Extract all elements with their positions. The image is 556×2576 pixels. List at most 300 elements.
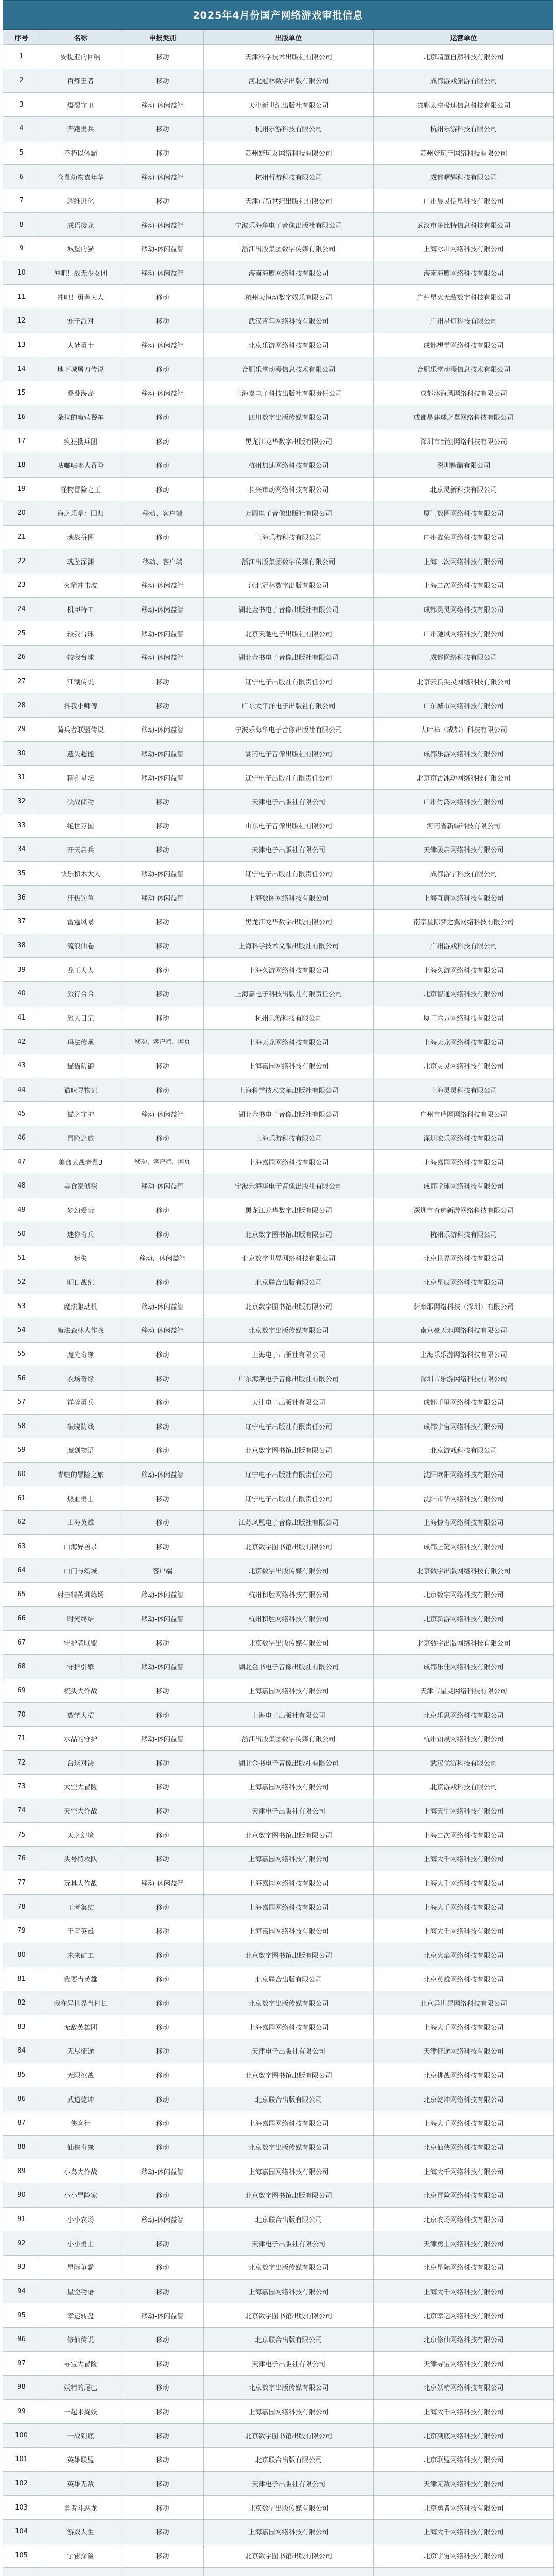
table-row xyxy=(3,2424,554,2448)
cell-category: 移动-休闲益智 xyxy=(121,1318,204,1342)
cell-publisher: 海南海鹰网络科技有限公司 xyxy=(204,261,374,285)
cell-category: 移动 xyxy=(121,693,204,718)
cell-game-name: 旅人日记 xyxy=(40,1006,121,1030)
cell-operator: 天津勇士网络科技有限公司 xyxy=(374,2231,554,2256)
cell-publisher: 上海嘉电子科技出版社有限责任公司 xyxy=(204,381,374,405)
cell-game-name: 宠子派对 xyxy=(40,309,121,333)
cell-publisher: 北京数字图书馆出版有限公司 xyxy=(204,2303,374,2328)
cell-game-name: 冒险之旅 xyxy=(40,1126,121,1150)
table-row xyxy=(3,69,554,93)
column-header-name: 名称 xyxy=(40,30,121,45)
cell-operator: 成都灵灵网络科技有限公司 xyxy=(374,597,554,621)
cell-game-name: 射击精英训练场 xyxy=(40,1583,121,1607)
cell-publisher: 北京数字图书馆出版有限公司 xyxy=(204,1943,374,1967)
cell-publisher: 上海嘉园网络科技有限公司 xyxy=(204,2279,374,2303)
cell-publisher: 宁波乐海华电子音像出版社有限公司 xyxy=(204,213,374,237)
table-row xyxy=(3,2351,554,2376)
cell-number: 99 xyxy=(3,2399,40,2424)
table-row xyxy=(3,573,554,598)
cell-operator: 广州竹鸿网络科技有限公司 xyxy=(374,789,554,814)
cell-game-name: 破晓防线 xyxy=(40,1414,121,1438)
cell-category: 移动 xyxy=(121,525,204,549)
approval-table xyxy=(3,30,554,2576)
cell-operator: 上海灵灵科技有限公司 xyxy=(374,1078,554,1102)
cell-number: 42 xyxy=(3,1030,40,1054)
cell-category: 移动-休闲益智 xyxy=(121,766,204,790)
cell-category: 移动 xyxy=(121,2471,204,2496)
cell-number: 23 xyxy=(3,573,40,598)
cell-operator: 天津无敌网络科技有限公司 xyxy=(374,2471,554,2496)
cell-game-name: 玩具大作战 xyxy=(40,1871,121,1895)
cell-number: 47 xyxy=(3,1150,40,1174)
cell-number: 36 xyxy=(3,886,40,910)
cell-game-name: 水晶的守护 xyxy=(40,1726,121,1751)
table-row xyxy=(3,1895,554,1919)
cell-number: 49 xyxy=(3,1198,40,1222)
table-row xyxy=(3,1006,554,1030)
table-row xyxy=(3,1246,554,1270)
cell-game-name: 无尽征途 xyxy=(40,2039,121,2063)
table-row xyxy=(3,1991,554,2015)
cell-number: 2 xyxy=(3,69,40,93)
cell-operator: 北京幸运网络科技有限公司 xyxy=(374,2303,554,2328)
cell-game-name: 绝世万国 xyxy=(40,814,121,838)
table-row xyxy=(3,1606,554,1631)
cell-game-name: 台球对决 xyxy=(40,1751,121,1775)
table-row xyxy=(3,717,554,741)
cell-publisher: 黑龙江龙华数字出版有限公司 xyxy=(204,910,374,934)
cell-category: 移动 xyxy=(121,357,204,381)
table-row xyxy=(3,910,554,934)
cell-game-name: 魔法森林大作战 xyxy=(40,1318,121,1342)
cell-game-name: 魂坠深渊 xyxy=(40,549,121,573)
cell-number: 75 xyxy=(3,1823,40,1847)
cell-game-name: 梳头大作战 xyxy=(40,1679,121,1703)
cell-number: 39 xyxy=(3,958,40,982)
cell-operator: 上海二次网络科技有限公司 xyxy=(374,1823,554,1847)
cell-number: 101 xyxy=(3,2448,40,2472)
cell-publisher: 北京数字图书馆出版有限公司 xyxy=(204,2183,374,2208)
cell-game-name: 太空大冒险 xyxy=(40,1775,121,1799)
cell-operator: 成都想学网络科技有限公司 xyxy=(374,333,554,357)
table-row xyxy=(3,1823,554,1847)
cell-game-name: 星际争霸 xyxy=(40,2255,121,2279)
cell-game-name: 无限挑战 xyxy=(40,2063,121,2087)
cell-operator: 成都游宇科技有限公司 xyxy=(374,861,554,886)
cell-operator: 南京豪天地网络科技有限公司 xyxy=(374,1318,554,1342)
cell-publisher: 浙江出版集团数字传媒有限公司 xyxy=(204,1726,374,1751)
table-row xyxy=(3,646,554,670)
cell-game-name: 奔跑勇兵 xyxy=(40,116,121,141)
cell-operator: 北京云良尖灵网络科技有限公司 xyxy=(374,669,554,693)
cell-publisher: 辽宁电子出版社有限责任公司 xyxy=(204,1462,374,1486)
cell-number: 11 xyxy=(3,285,40,309)
cell-publisher: 北京联合出版有限公司 xyxy=(204,2327,374,2351)
cell-publisher: 北京联合出版有限公司 xyxy=(204,2207,374,2231)
cell-operator: 广州市瑞网网络科技有限公司 xyxy=(374,1102,554,1126)
cell-category: 移动、休闲益智 xyxy=(121,1246,204,1270)
cell-game-name: 时光终结 xyxy=(40,1606,121,1631)
cell-number: 68 xyxy=(3,1654,40,1679)
table-body xyxy=(3,45,554,2576)
cell-publisher: 上海嘉园网络科技有限公司 xyxy=(204,1871,374,1895)
table-row xyxy=(3,2039,554,2063)
cell-number: 45 xyxy=(3,1102,40,1126)
cell-game-name: 龙王大人 xyxy=(40,958,121,982)
cell-publisher: 北京天驰电子出版社有限公司 xyxy=(204,621,374,646)
cell-game-name: 未来矿工 xyxy=(40,1943,121,1967)
cell-operator: 北京冒险网络科技有限公司 xyxy=(374,2183,554,2208)
table-row xyxy=(3,549,554,573)
cell-publisher: 北京联合出版有限公司 xyxy=(204,2448,374,2472)
cell-category: 移动、客户端 xyxy=(121,501,204,526)
cell-game-name: 怪物冒险之王 xyxy=(40,477,121,501)
cell-game-name: 雷霆风暴 xyxy=(40,910,121,934)
cell-publisher: 上海嘉园网络科技有限公司 xyxy=(204,1150,374,1174)
cell-game-name: 开天启兵 xyxy=(40,838,121,862)
cell-game-name: 大梦勇士 xyxy=(40,333,121,357)
cell-game-name: 武道乾坤 xyxy=(40,2087,121,2111)
table-row xyxy=(3,501,554,526)
cell-game-name: 天之幻境 xyxy=(40,1823,121,1847)
cell-game-name: 英雄无敌 xyxy=(40,2471,121,2496)
cell-number: 87 xyxy=(3,2111,40,2136)
cell-game-name: 超维进化 xyxy=(40,189,121,213)
cell-number: 1 xyxy=(3,45,40,69)
cell-number: 91 xyxy=(3,2207,40,2231)
cell-category: 移动 xyxy=(121,2376,204,2400)
cell-operator: 上海大千网络科技有限公司 xyxy=(374,2015,554,2039)
table-row xyxy=(3,2376,554,2400)
cell-publisher: 河北冠林数字出版有限公司 xyxy=(204,69,374,93)
table-row xyxy=(3,381,554,405)
table-row xyxy=(3,1462,554,1486)
cell-publisher: 合肥乐堂动漫信息技术有限公司 xyxy=(204,357,374,381)
cell-operator: 上海冰川网络科技有限公司 xyxy=(374,237,554,261)
cell-publisher: 广东太平洋电子出版社有限公司 xyxy=(204,693,374,718)
table-row xyxy=(3,1150,554,1174)
cell-number: 46 xyxy=(3,1126,40,1150)
cell-publisher: 辽宁电子出版社有限责任公司 xyxy=(204,669,374,693)
cell-number: 97 xyxy=(3,2351,40,2376)
table-row xyxy=(3,1775,554,1799)
cell-category: 移动-休闲益智 xyxy=(121,717,204,741)
cell-category: 移动 xyxy=(121,1943,204,1967)
cell-category xyxy=(121,2568,204,2576)
cell-game-name: 我在异世界当村长 xyxy=(40,1991,121,2015)
cell-category: 移动 xyxy=(121,958,204,982)
cell-publisher: 上海嘉园网络科技有限公司 xyxy=(204,2519,374,2544)
cell-game-name: 无敌英雄团 xyxy=(40,2015,121,2039)
cell-category: 移动-休闲益智 xyxy=(121,1726,204,1751)
cell-number: 60 xyxy=(3,1462,40,1486)
cell-game-name: 成语接龙 xyxy=(40,213,121,237)
cell-publisher: 北京数字出版传媒有限公司 xyxy=(204,1631,374,1655)
cell-game-name: 农场奇缘 xyxy=(40,1366,121,1391)
table-row xyxy=(3,621,554,646)
cell-category: 移动 xyxy=(121,1703,204,1727)
table-row xyxy=(3,789,554,814)
cell-game-name: 地下城屠刀传说 xyxy=(40,357,121,381)
cell-operator: 苏州好玩王网络科技有限公司 xyxy=(374,141,554,165)
cell-number: 28 xyxy=(3,693,40,718)
cell-category: 移动、客户端、网页 xyxy=(121,1030,204,1054)
cell-publisher: 上海嘉园网络科技有限公司 xyxy=(204,1895,374,1919)
cell-category: 移动、客户端、网页 xyxy=(121,1150,204,1174)
table-row xyxy=(3,2063,554,2087)
cell-publisher: 北京数字图书馆出版有限公司 xyxy=(204,2424,374,2448)
cell-category: 移动 xyxy=(121,1270,204,1294)
cell-game-name: 海之乐章：回归 xyxy=(40,501,121,526)
cell-number: 52 xyxy=(3,1270,40,1294)
cell-number: 10 xyxy=(3,261,40,285)
cell-game-name: 山海英雄 xyxy=(40,1511,121,1535)
table-row xyxy=(3,1294,554,1318)
cell-game-name: 精孔星坛 xyxy=(40,766,121,790)
cell-operator: 北京智通网络科技有限公司 xyxy=(374,981,554,1006)
cell-number: 94 xyxy=(3,2279,40,2303)
cell-publisher: 北京数字出版传媒有限公司 xyxy=(204,1558,374,1583)
cell-operator: 成都易建球之翼网络科技有限公司 xyxy=(374,405,554,429)
cell-operator: 上海惊奇网络科技有限公司 xyxy=(374,1511,554,1535)
cell-number: 21 xyxy=(3,525,40,549)
cell-number: 55 xyxy=(3,1342,40,1366)
table-row xyxy=(3,2159,554,2183)
cell-game-name: 火箭冲击波 xyxy=(40,573,121,598)
cell-publisher: 上海嘉园网络科技有限公司 xyxy=(204,2015,374,2039)
cell-category: 移动 xyxy=(121,1366,204,1391)
cell-category: 移动-休闲益智 xyxy=(121,213,204,237)
cell-category: 移动 xyxy=(121,1078,204,1102)
cell-category: 移动 xyxy=(121,1534,204,1558)
cell-operator: 北京星辰网络科技有限公司 xyxy=(374,1270,554,1294)
cell-category: 移动 xyxy=(121,2111,204,2136)
cell-category: 移动 xyxy=(121,405,204,429)
cell-category: 移动 xyxy=(121,309,204,333)
cell-game-name: 安提亚的回响 xyxy=(40,45,121,69)
cell-category: 移动-休闲益智 xyxy=(121,2207,204,2231)
cell-operator: 成都沐海风网络科技有限公司 xyxy=(374,381,554,405)
cell-operator: 北京灵新科技有限公司 xyxy=(374,477,554,501)
table-row xyxy=(3,2111,554,2136)
cell-number: 100 xyxy=(3,2424,40,2448)
cell-game-name: 决战储物 xyxy=(40,789,121,814)
cell-number: 59 xyxy=(3,1438,40,1463)
cell-number xyxy=(3,2568,40,2576)
cell-category: 移动 xyxy=(121,285,204,309)
cell-number: 34 xyxy=(3,838,40,862)
cell-operator: 上海久游网络科技有限公司 xyxy=(374,958,554,982)
table-row xyxy=(3,1054,554,1078)
cell-publisher: 上海嘉园网络科技有限公司 xyxy=(204,1847,374,1871)
cell-category: 移动 xyxy=(121,669,204,693)
table-row xyxy=(3,1270,554,1294)
cell-operator: 上海大千网络科技有限公司 xyxy=(374,2399,554,2424)
table-row xyxy=(3,1679,554,1703)
cell-category: 移动-休闲益智 xyxy=(121,1462,204,1486)
cell-number: 37 xyxy=(3,910,40,934)
cell-operator: 北京游戏科技有限公司 xyxy=(374,1438,554,1463)
table-row xyxy=(3,2544,554,2568)
cell-category: 移动-休闲益智 xyxy=(121,261,204,285)
cell-game-name: 头号特攻队 xyxy=(40,1847,121,1871)
cell-operator: 合肥乐堂动漫信息技术有限公司 xyxy=(374,357,554,381)
cell-operator: 广州晨灵信息科技有限公司 xyxy=(374,189,554,213)
table-row xyxy=(3,405,554,429)
cell-publisher: 辽宁电子出版社有限责任公司 xyxy=(204,1486,374,1511)
table-row xyxy=(3,2327,554,2351)
table-row xyxy=(3,1030,554,1054)
table-row xyxy=(3,2568,554,2576)
table-row xyxy=(3,1414,554,1438)
cell-operator: 武汉市多比特信息科技有限公司 xyxy=(374,213,554,237)
cell-number: 43 xyxy=(3,1054,40,1078)
cell-number: 95 xyxy=(3,2303,40,2328)
cell-operator: 成都网络科技有限公司 xyxy=(374,646,554,670)
cell-game-name: 遗失超能 xyxy=(40,741,121,766)
cell-operator xyxy=(374,2568,554,2576)
cell-game-name: 明日战纪 xyxy=(40,1270,121,1294)
cell-operator: 成都上镜网络科技有限公司 xyxy=(374,1534,554,1558)
cell-publisher: 山东电子音像出版社有限公司 xyxy=(204,814,374,838)
cell-publisher: 四川数字出版传媒有限公司 xyxy=(204,405,374,429)
cell-game-name: 不朽以体霸 xyxy=(40,141,121,165)
cell-number: 84 xyxy=(3,2039,40,2063)
cell-number: 73 xyxy=(3,1775,40,1799)
table-row xyxy=(3,357,554,381)
cell-operator: 上海大千网络科技有限公司 xyxy=(374,1895,554,1919)
table-row xyxy=(3,429,554,453)
cell-category: 移动 xyxy=(121,2544,204,2568)
cell-number: 29 xyxy=(3,717,40,741)
cell-game-name: 青蛙的冒险之旅 xyxy=(40,1462,121,1486)
cell-game-name: 守护者联盟 xyxy=(40,1631,121,1655)
cell-number: 103 xyxy=(3,2496,40,2520)
cell-operator: 北京挑战网络科技有限公司 xyxy=(374,2063,554,2087)
cell-category: 移动 xyxy=(121,69,204,93)
cell-publisher: 武汉青年网络科技有限公司 xyxy=(204,309,374,333)
table-row xyxy=(3,2496,554,2520)
cell-number: 64 xyxy=(3,1558,40,1583)
cell-number: 35 xyxy=(3,861,40,886)
cell-number: 6 xyxy=(3,165,40,189)
cell-publisher: 北京数字出版传媒有限公司 xyxy=(204,2376,374,2400)
cell-category: 移动 xyxy=(121,2448,204,2472)
cell-publisher: 广东海燕电子音像出版社有限公司 xyxy=(204,1366,374,1391)
cell-operator: 广州驰风网络科技有限公司 xyxy=(374,621,554,646)
column-header-operator: 运营单位 xyxy=(374,30,554,45)
table-row xyxy=(3,2231,554,2256)
cell-publisher: 上海乐游科技有限公司 xyxy=(204,525,374,549)
cell-number: 22 xyxy=(3,549,40,573)
cell-number: 98 xyxy=(3,2376,40,2400)
table-row xyxy=(3,309,554,333)
cell-operator: 北京京古冰动网络科技有限公司 xyxy=(374,766,554,790)
cell-game-name: 猫咪寻物记 xyxy=(40,1078,121,1102)
cell-category: 移动 xyxy=(121,838,204,862)
cell-number: 72 xyxy=(3,1751,40,1775)
cell-number: 3 xyxy=(3,93,40,117)
cell-number: 67 xyxy=(3,1631,40,1655)
cell-number: 38 xyxy=(3,934,40,958)
cell-game-name: 天空大作战 xyxy=(40,1799,121,1823)
table-row xyxy=(3,861,554,886)
table-header-row xyxy=(3,30,554,45)
cell-publisher: 北京数字出版传媒有限公司 xyxy=(204,2135,374,2159)
cell-category: 移动-休闲益智 xyxy=(121,1606,204,1631)
cell-game-name: 游戏人生 xyxy=(40,2519,121,2544)
cell-number: 85 xyxy=(3,2063,40,2087)
cell-publisher: 北京数字图书馆出版有限公司 xyxy=(204,1222,374,1246)
cell-number: 62 xyxy=(3,1511,40,1535)
table-row xyxy=(3,669,554,693)
cell-category: 移动 xyxy=(121,1751,204,1775)
cell-game-name: 城堡的猫 xyxy=(40,237,121,261)
cell-game-name: 仙侠奇缘 xyxy=(40,2135,121,2159)
cell-category: 移动 xyxy=(121,1679,204,1703)
cell-publisher: 北京数字世界网络科技有限公司 xyxy=(204,1246,374,1270)
cell-category: 移动 xyxy=(121,814,204,838)
cell-publisher: 湖北金书电子音像出版社有限公司 xyxy=(204,1751,374,1775)
cell-game-name: 小小农场 xyxy=(40,2207,121,2231)
cell-number: 92 xyxy=(3,2231,40,2256)
cell-number: 79 xyxy=(3,1919,40,1943)
table-row xyxy=(3,2135,554,2159)
cell-number: 26 xyxy=(3,646,40,670)
cell-operator: 北京修仙网络科技有限公司 xyxy=(374,2327,554,2351)
cell-publisher: 天津科学技术出版社有限公司 xyxy=(204,45,374,69)
cell-game-name: 一起来捉妖 xyxy=(40,2399,121,2424)
table-row xyxy=(3,597,554,621)
table-row xyxy=(3,2207,554,2231)
cell-category: 移动-休闲益智 xyxy=(121,861,204,886)
cell-category: 移动 xyxy=(121,2183,204,2208)
cell-category: 移动 xyxy=(121,2279,204,2303)
cell-category: 移动 xyxy=(121,429,204,453)
cell-operator: 北京仙侠网络科技有限公司 xyxy=(374,2135,554,2159)
cell-category: 移动 xyxy=(121,1991,204,2015)
cell-publisher: 黑龙江龙华数字出版有限公司 xyxy=(204,1198,374,1222)
cell-publisher: 北京数字出版传媒有限公司 xyxy=(204,2496,374,2520)
cell-category: 移动 xyxy=(121,2087,204,2111)
cell-category: 移动-休闲益智 xyxy=(121,93,204,117)
cell-number: 25 xyxy=(3,621,40,646)
cell-operator: 北京异世界网络科技有限公司 xyxy=(374,1991,554,2015)
cell-category: 移动 xyxy=(121,2015,204,2039)
cell-operator: 北京火焰网络科技有限公司 xyxy=(374,1943,554,1967)
cell-publisher: 杭州哲游科技有限公司 xyxy=(204,165,374,189)
cell-operator: 北京宇宙网络科技有限公司 xyxy=(374,2544,554,2568)
column-header-category: 申报类别 xyxy=(121,30,204,45)
table-row xyxy=(3,93,554,117)
table-row xyxy=(3,1198,554,1222)
cell-category: 移动 xyxy=(121,477,204,501)
cell-category: 移动-休闲益智 xyxy=(121,886,204,910)
cell-publisher: 辽宁电子出版社有限责任公司 xyxy=(204,766,374,790)
cell-operator: 深圳市新创网络科技有限公司 xyxy=(374,429,554,453)
cell-operator: 上海二次网络科技有限公司 xyxy=(374,549,554,573)
cell-number: 57 xyxy=(3,1390,40,1414)
table-row xyxy=(3,741,554,766)
cell-category: 移动-休闲益智 xyxy=(121,597,204,621)
table-row xyxy=(3,886,554,910)
cell-category: 移动-休闲益智 xyxy=(121,1871,204,1895)
cell-number: 41 xyxy=(3,1006,40,1030)
cell-publisher: 上海嘉园网络科技有限公司 xyxy=(204,2399,374,2424)
table-row xyxy=(3,1943,554,1967)
cell-publisher: 湖北金书电子音像出版社有限公司 xyxy=(204,597,374,621)
cell-game-name: 寻宝大冒险 xyxy=(40,2351,121,2376)
